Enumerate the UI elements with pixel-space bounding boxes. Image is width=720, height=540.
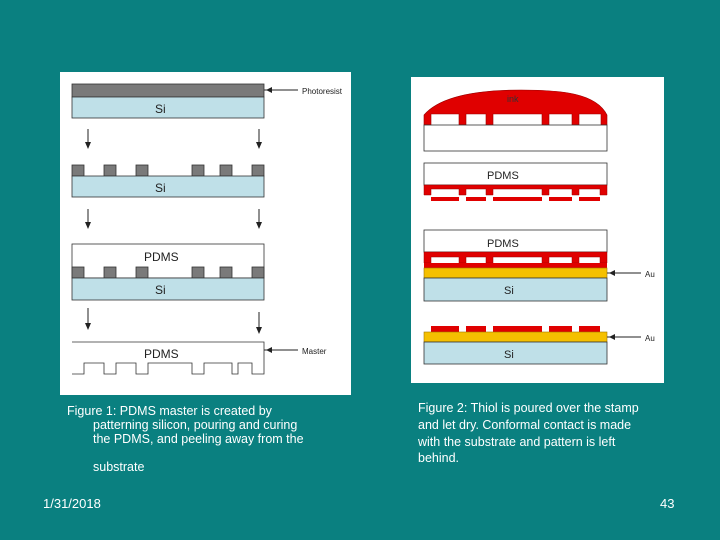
figure-2-diagram (411, 77, 664, 383)
arrowhead-right-1 (256, 142, 262, 149)
stamp-body-1 (424, 125, 607, 151)
figure-1-panel (60, 72, 351, 395)
arrowhead-left-1 (85, 142, 91, 149)
ink-label: ink (507, 94, 519, 104)
ink-coated-features-1 (424, 185, 607, 195)
au-pointer-arrowhead-2 (609, 334, 615, 340)
transferred-ink-pattern (431, 326, 600, 332)
au-pointer-arrowhead-1 (609, 270, 615, 276)
ink-coated-features-2 (424, 252, 607, 263)
si-label-1: Si (155, 102, 166, 116)
silicon-layer-1 (72, 97, 264, 118)
si-label-2: Si (155, 181, 166, 195)
figure-1-caption (67, 404, 337, 474)
gold-layer-1 (424, 268, 607, 278)
silicon-layer-2 (72, 176, 264, 197)
si-label-3: Si (155, 283, 166, 297)
photoresist-pointer-arrowhead (266, 87, 272, 93)
pdms-label-fig2-2: PDMS (487, 238, 519, 250)
patterned-photoresist (72, 165, 264, 176)
slide-date: 1/31/2018 (43, 496, 101, 511)
ink-on-feature-tips-1 (431, 197, 600, 201)
caption-1-line-3: the PDMS, and peeling away from the (93, 432, 304, 446)
au-label-2: Au (645, 334, 655, 343)
photoresist-layer (72, 84, 264, 97)
caption-1-line-4: substrate (93, 460, 145, 474)
caption-1-line-2: patterning silicon, pouring and curing (93, 418, 298, 432)
master-label: Master (302, 347, 327, 356)
pdms-label-2: PDMS (144, 347, 179, 361)
si-label-fig2-2: Si (504, 349, 514, 361)
arrowhead-left-2 (85, 222, 91, 229)
figure-2-panel (411, 77, 664, 383)
ink-contact-layer (424, 263, 607, 268)
photoresist-label: Photoresist (302, 87, 343, 96)
silicon-substrate-fig2-2 (424, 342, 607, 364)
silicon-substrate-fig2-1 (424, 278, 607, 301)
arrowhead-left-3 (85, 323, 91, 330)
slide-number: 43 (660, 496, 675, 511)
figure-1-diagram (60, 72, 351, 395)
arrowhead-right-2 (256, 222, 262, 229)
au-label-1: Au (645, 270, 655, 279)
figure-2-caption: Figure 2: Thiol is poured over the stamp and let dry. Conformal contact is made with the substrate and pattern is left behind. (418, 401, 639, 466)
master-pointer-arrowhead (266, 347, 272, 353)
silicon-layer-3 (72, 278, 264, 300)
si-label-fig2-1: Si (504, 285, 514, 297)
gold-layer-2 (424, 332, 607, 342)
pdms-label-1: PDMS (144, 250, 179, 264)
arrowhead-right-3 (256, 327, 262, 334)
pdms-label-fig2-1: PDMS (487, 170, 519, 182)
caption-1-line-1: Figure 1: PDMS master is created by (67, 404, 272, 418)
